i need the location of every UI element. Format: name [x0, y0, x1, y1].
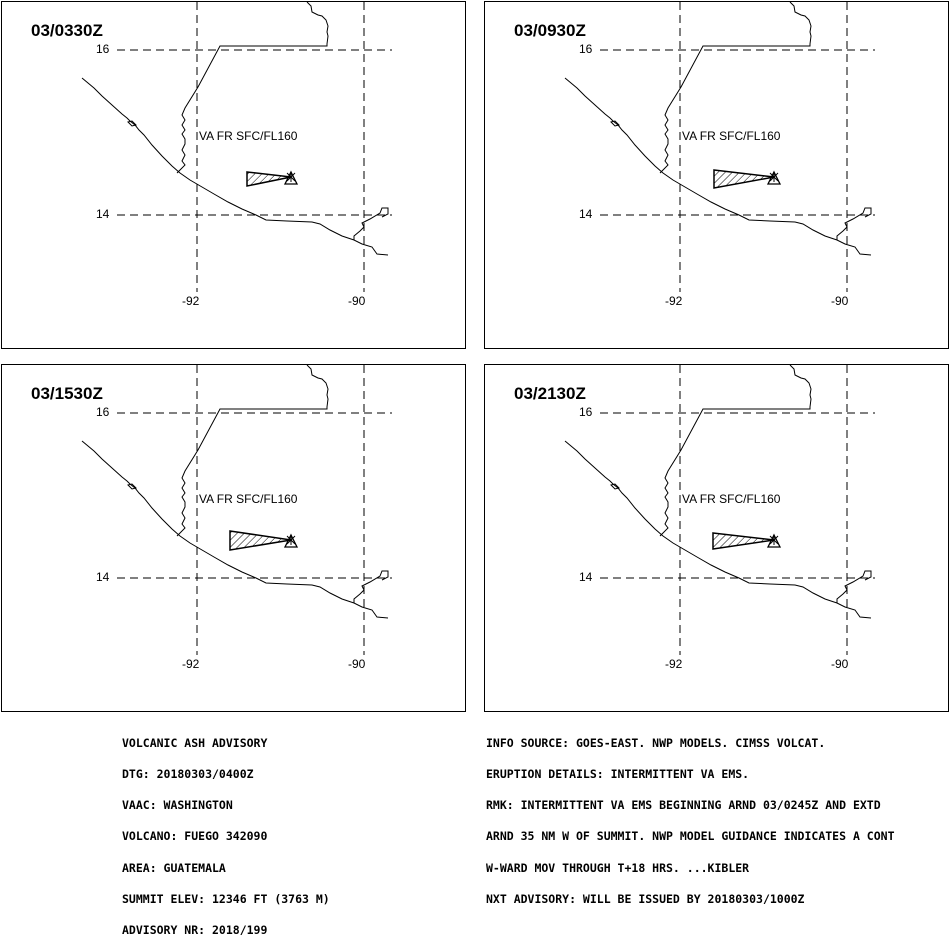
ash-cloud-polygon [713, 533, 774, 549]
advisory-line: ERUPTION DETAILS: INTERMITTENT VA EMS. [486, 767, 750, 782]
country-border [837, 571, 871, 603]
advisory-right-block [486, 717, 895, 915]
map-canvas [485, 365, 949, 712]
islet [128, 121, 136, 126]
map-panel [1, 364, 466, 712]
country-border [660, 365, 811, 536]
advisory-line: RMK: INTERMITTENT VA EMS BEGINNING ARND 03/0245Z AND EXTD [486, 798, 881, 813]
ash-cloud-polygon [230, 531, 291, 550]
va-level-label: VA FR SFC/FL160 [682, 129, 781, 143]
map-panel [484, 364, 949, 712]
latitude-label: 16 [96, 42, 110, 56]
country-border [660, 2, 811, 173]
va-level-label: VA FR SFC/FL160 [682, 492, 781, 506]
va-level-label: VA FR SFC/FL160 [199, 129, 298, 143]
panel-time-title: 03/0330Z [31, 21, 103, 40]
country-border [354, 208, 388, 240]
latitude-label: 16 [579, 405, 593, 419]
longitude-label: -92 [182, 294, 200, 308]
longitude-label: -90 [831, 657, 849, 671]
advisory-line: ARND 35 NM W OF SUMMIT. NWP MODEL GUIDANCE INDICATES A CONT [486, 829, 895, 844]
longitude-label: -90 [348, 294, 366, 308]
panel-time-title: 03/0930Z [514, 21, 586, 40]
latitude-label: 14 [96, 570, 110, 584]
latitude-label: 16 [96, 405, 110, 419]
islet [611, 484, 619, 489]
longitude-label: -92 [665, 657, 683, 671]
islet [611, 121, 619, 126]
longitude-label: -92 [182, 657, 200, 671]
longitude-label: -90 [348, 657, 366, 671]
latitude-label: 14 [96, 207, 110, 221]
advisory-line: NXT ADVISORY: WILL BE ISSUED BY 20180303/1000Z [486, 891, 805, 906]
coastline [565, 441, 871, 618]
latitude-label: 14 [579, 570, 593, 584]
map-canvas [485, 2, 949, 349]
advisory-line: INFO SOURCE: GOES-EAST. NWP MODELS. CIMSS VOLCAT. [486, 735, 826, 750]
advisory-line: ADVISORY NR: 2018/199 [122, 923, 268, 938]
coastline [82, 441, 388, 618]
map-panel [1, 1, 466, 349]
advisory-line: AREA: GUATEMALA [122, 860, 226, 875]
advisory-line: W-WARD MOV THROUGH T+18 HRS. ...KIBLER [486, 860, 750, 875]
advisory-line: SUMMIT ELEV: 12346 FT (3763 M) [122, 891, 330, 906]
advisory-line: VOLCANO: FUEGO 342090 [122, 829, 268, 844]
country-border [837, 208, 871, 240]
map-canvas [2, 2, 466, 349]
latitude-label: 14 [579, 207, 593, 221]
panel-time-title: 03/2130Z [514, 384, 586, 403]
advisory-line: VOLCANIC ASH ADVISORY [122, 735, 268, 750]
va-level-label: VA FR SFC/FL160 [199, 492, 298, 506]
longitude-label: -92 [665, 294, 683, 308]
latitude-label: 16 [579, 42, 593, 56]
advisory-line: DTG: 20180303/0400Z [122, 767, 254, 782]
advisory-line: VAAC: WASHINGTON [122, 798, 233, 813]
coastline [82, 78, 388, 255]
map-panel [484, 1, 949, 349]
longitude-label: -90 [831, 294, 849, 308]
panel-time-title: 03/1530Z [31, 384, 103, 403]
coastline [565, 78, 871, 255]
map-canvas [2, 365, 466, 712]
country-border [177, 365, 328, 536]
country-border [177, 2, 328, 173]
advisory-left-block [122, 717, 330, 946]
islet [128, 484, 136, 489]
country-border [354, 571, 388, 603]
ash-cloud-polygon [714, 170, 774, 188]
